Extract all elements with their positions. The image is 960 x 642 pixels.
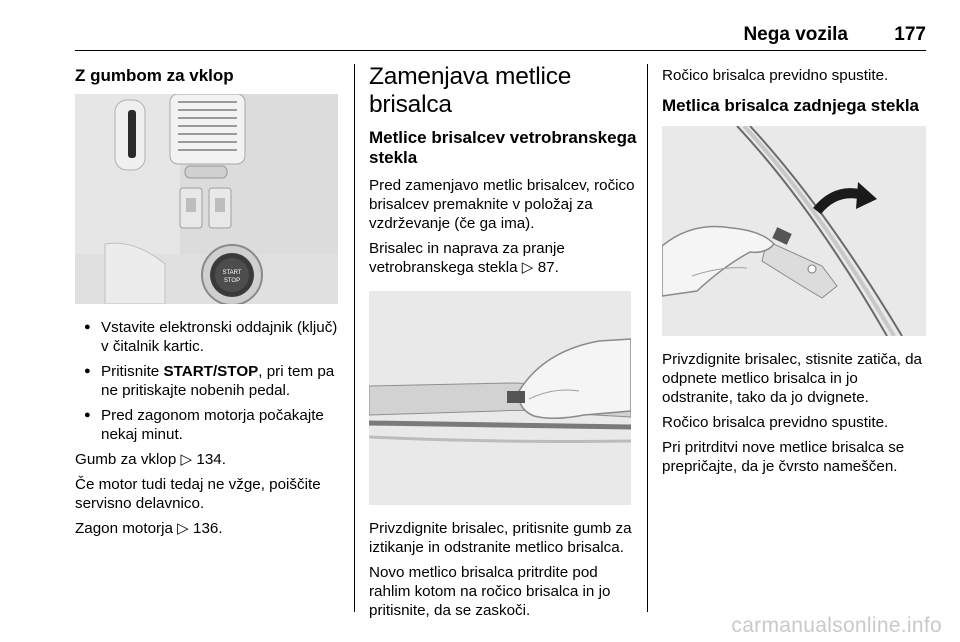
column-3 <box>662 66 930 482</box>
paragraph: Pri pritrditvi nove metlice brisalca se prepričajte, da je čvrsto nameščen. <box>662 439 905 475</box>
page-number: 177 <box>894 24 926 45</box>
bullet-item: ● Vstavite elektronski oddajnik (ključ) v čitalnik kartic. <box>75 318 343 356</box>
column-divider-2 <box>647 64 648 612</box>
start-label-text: START <box>222 270 242 276</box>
running-header-title: Nega vozila <box>743 24 848 45</box>
subheading-front-wipers: Metlice brisalcev vetrobranskega stekla <box>369 128 637 167</box>
bullet-list <box>75 318 343 444</box>
bullet-item: ● Pred zagonom motorja počakajte nekaj minut. <box>75 406 343 444</box>
paragraph: Ročico brisalca previdno spustite. <box>662 67 889 84</box>
section-title: Zamenjava metlice brisalca <box>369 63 572 118</box>
figure-rear-wiper-blade <box>662 126 926 336</box>
header-rule <box>75 50 926 51</box>
paragraph: Pred zamenjavo metlic brisalcev, ročico brisalcev premaknite v položaj za vzdrževanje (če ga ima). <box>369 177 635 232</box>
paragraph: Če motor tudi tedaj ne vžge, poiščite servisno delavnico. <box>75 476 321 512</box>
subheading-rear-wiper: Metlica brisalca zadnjega stekla <box>662 96 920 115</box>
paragraph: Privzdignite brisalec, pritisnite gumb za iztikanje in odstranite metlico brisalca. <box>369 520 632 556</box>
paragraph: Ročico brisalca previdno spustite. <box>662 414 889 431</box>
watermark: carmanualsonline.info <box>731 614 942 637</box>
stop-label-text: STOP <box>223 278 241 284</box>
paragraph: Novo metlico brisalca pritrdite pod rahlim kotom na ročico brisalca in jo pritisnite, da se zaskoči. <box>369 564 611 619</box>
start-stop-bold: START/STOP <box>163 363 259 380</box>
column-1 <box>75 66 343 544</box>
bullet-item: ● Pritisnite START/STOP, pri tem pa ne pritiskajte nobenih pedal. <box>75 362 343 400</box>
paragraph: Zagon motorja ▷ 136. <box>75 520 223 537</box>
figure-start-stop-button <box>75 94 338 304</box>
heading-start-button: Z gumbom za vklop <box>75 66 234 85</box>
paragraph: Privzdignite brisalec, stisnite zatiča, da odpnete metlico brisalca in jo odstranite, tako da jo dvignete. <box>662 351 922 406</box>
paragraph: Brisalec in naprava za pranje vetrobranskega stekla ▷ 87. <box>369 240 565 276</box>
column-divider-1 <box>354 64 355 612</box>
figure-wiper-blade-release <box>369 291 631 505</box>
paragraph: Gumb za vklop ▷ 134. <box>75 451 226 468</box>
column-2 <box>369 63 637 626</box>
